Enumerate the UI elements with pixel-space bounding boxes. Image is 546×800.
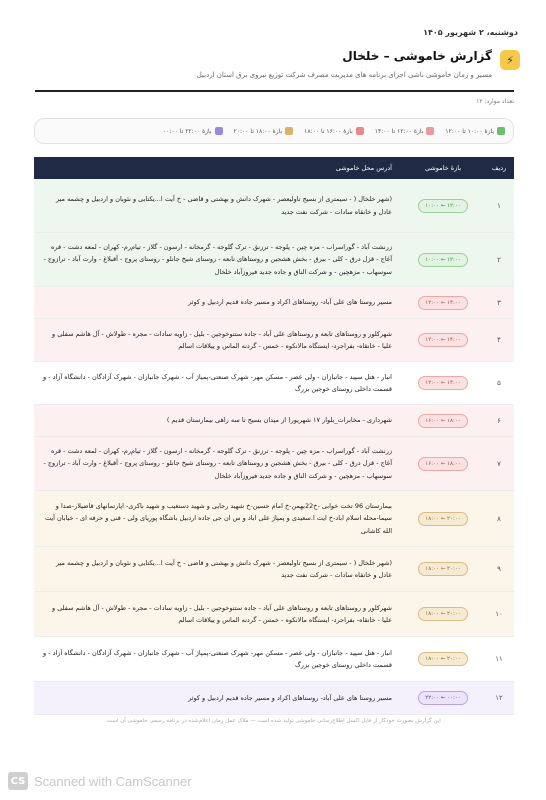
legend-label: بازهٔ ۲۲:۰۰ تا ۰۰:۰۰	[162, 127, 212, 135]
address-cell: بیمارستان 96 تخت خوابی -خ22بهمن-خ امام حسین-خ شهید رجایی و شهید دستغیب و شهید باکری- اپارتمانهای قاضیلار-صدا و سیما-محله اسلام اباد-خ ایت ا.سعیدی و پمپاژ علی اباد و س ان جی جاده اردبیل باشگاه پوریای ولی - قنی و حرفه ای - خیابان آیت الله کاشانی	[44, 501, 392, 535]
record-count: تعداد موارد: ۱۲	[476, 98, 514, 105]
table-row	[34, 437, 514, 491]
row-index: ۷	[497, 459, 501, 468]
lightning-icon: ⚡	[500, 50, 520, 70]
slot-cell	[402, 253, 484, 267]
slot-cell	[402, 691, 484, 705]
time-slot-badge: ۱۲:۰۰ ← ۱۴:۰۰	[418, 333, 467, 347]
time-slot-legend	[34, 118, 514, 144]
row-index: ۱۱	[495, 655, 503, 663]
address-cell: انبار - هتل سپید - جانبازان - ولی عصر - مسکن مهر- شهرک صنعتی-پمپاژ آب - شهرک جانبازان - شهرک آزادگان - دانشگاه آزاد - و قسمت داخلی روستای خوجین بزرگ	[42, 372, 392, 393]
address-cell: (شهر خلخال ( - سیمتری از بسیج تاولیعصر - شهرک دانش و بهشتی و قاضی - خ آیت ا...یکتایی و نئوبان و اردبیل و چشمه میر عادل و خانقاه سادات - شرکت نفت جدید	[55, 558, 392, 579]
legend-swatch	[215, 127, 223, 135]
report-footer: این گزارش بصورت خودکار از فایل اکسل اطلاع‌رسانی خاموشی تولید شده است — ملاک عمل زمان اعلام‌شده در برنامه رسمی خاموشی آن است.	[105, 718, 441, 724]
slot-cell	[402, 607, 484, 621]
slot-cell	[402, 333, 484, 347]
report-date: دوشنبه، ۲ شهریور ۱۴۰۵	[423, 28, 518, 37]
page-subtitle: مسیر و زمان خاموشی ناشی اجرای برنامه های مدیریت مصرف شرکت توزیع نیروی برق استان اردبیل	[196, 71, 492, 79]
column-header-index: ردیف	[491, 164, 507, 172]
time-slot-badge: ۱۰:۰۰ ← ۱۲:۰۰	[418, 253, 467, 267]
address-cell: مسیر روستا های علی آباد- روستاهای اکراد و مسیر جاده قدیم اردبیل و کوثر	[188, 693, 392, 702]
table-row	[34, 637, 514, 682]
slot-cell	[402, 414, 484, 428]
watermark-text: Scanned with CamScanner	[34, 773, 192, 789]
row-index: ۲	[497, 255, 501, 264]
table-row	[34, 405, 514, 437]
slot-cell	[402, 296, 484, 310]
table-row	[34, 362, 514, 405]
slot-cell	[402, 512, 484, 526]
header-divider	[35, 90, 514, 92]
row-index: ۴	[497, 336, 501, 344]
row-index: ۱۲	[495, 694, 503, 702]
page-title: گزارش خاموشی – خلخال	[342, 49, 492, 63]
column-header-slot: بازهٔ خاموشی	[424, 164, 462, 172]
legend-label: بازهٔ ۱۰:۰۰ تا ۱۲:۰۰	[445, 127, 494, 135]
legend-item	[234, 127, 294, 135]
outage-table	[34, 157, 514, 715]
legend-swatch	[426, 127, 434, 135]
time-slot-badge: ۱۸:۰۰ ← ۲۰:۰۰	[418, 562, 467, 576]
time-slot-badge: ۱۶:۰۰ ← ۱۸:۰۰	[418, 414, 467, 428]
table-row	[34, 319, 514, 362]
legend-swatch	[356, 127, 364, 135]
time-slot-badge: ۱۸:۰۰ ← ۲۰:۰۰	[418, 652, 467, 666]
column-header-address: آدرس محل خاموشی	[335, 164, 392, 172]
row-index: ۳	[497, 298, 501, 307]
address-cell: (شهر خلخال ( - سیمتری از بسیج تاولیعصر - شهرک دانش و بهشتی و قاضی - خ آیت ا...یکتایی و نئوبان و اردبیل و چشمه میر عادل و خانقاه سادات - شرکت نفت جدید	[55, 195, 392, 216]
table-row	[34, 179, 514, 233]
time-slot-badge: ۱۶:۰۰ ← ۱۸:۰۰	[418, 457, 467, 471]
table-row	[34, 287, 514, 319]
legend-label: بازهٔ ۱۲:۰۰ تا ۱۴:۰۰	[374, 127, 424, 135]
address-cell: شهرداری - مخابرات_بلوار ۱۷ شهریور( از میدان بسیج تا سه راهی بیمارستان قدیم )	[166, 416, 392, 425]
time-slot-badge: ۲۲:۰۰ ← ۰۰:۰۰	[418, 691, 467, 705]
row-index: ۱۰	[495, 610, 503, 618]
table-header	[34, 157, 514, 179]
table-row	[34, 592, 514, 637]
table-body	[34, 179, 514, 715]
table-row	[34, 233, 514, 287]
legend-swatch	[497, 127, 505, 135]
slot-cell	[402, 199, 484, 213]
time-slot-badge: ۱۰:۰۰ ← ۱۲:۰۰	[418, 199, 467, 213]
report-header	[28, 46, 520, 86]
legend-item	[375, 127, 435, 135]
legend-item	[304, 127, 364, 135]
address-cell: مسیر روستا های علی آباد- روستاهای اکراد و مسیر جاده قدیم اردبیل و کوثر	[188, 298, 392, 307]
address-cell: زرنشت آباد - گوراسراب - مزه چین - پلوجه - ترزنق - ترک گلوجه - گرمخانه - ارسون - گلاز - تیام‌رم- کهران - لمعه دشت - قره آغاج - قزل درق - کلی - بیرق - بخش هشجین و روستاهای تابعه - روستای شیخ جانلو - روستای پروج - آقبلاغ - وارت آباد - ترازوج - سوسهاب - مزهچین - و شرکت الناق و جاده جدید فیروزآباد خلخال	[43, 242, 392, 276]
slot-cell	[402, 376, 484, 390]
table-row	[34, 491, 514, 547]
address-cell: انبار - هتل سپید - جانبازان - ولی عصر - مسکن مهر- شهرک صنعتی-پمپاژ آب - شهرک جانبازان - شهرک آزادگان - دانشگاه آزاد - و قسمت داخلی روستای خوجین بزرگ	[42, 648, 392, 669]
row-index: ۵	[497, 379, 501, 387]
slot-cell	[402, 457, 484, 471]
address-cell: زرنشت آباد - گوراسراب - مزه چین - پلوجه - ترزنق - ترک گلوجه - گرمخانه - ارسون - گلاز - تیام‌رم- کهران - لمعه دشت - قره آغاج - قزل درق - کلی - بیرق - بخش هشجین و روستاهای تابعه - روستای شیخ جانلو - روستای پروج - آقبلاغ - وارت آباد - ترازوج - سوسهاب - مزهچین - و شرکت الناق و جاده جدید فیروزآباد خلخال	[43, 446, 392, 480]
legend-item	[163, 127, 223, 135]
legend-swatch	[285, 127, 293, 135]
row-index: ۱	[497, 201, 501, 210]
time-slot-badge: ۱۲:۰۰ ← ۱۴:۰۰	[418, 376, 467, 390]
slot-cell	[402, 562, 484, 576]
row-index: ۸	[497, 514, 501, 523]
table-row	[34, 547, 514, 592]
camscanner-watermark	[8, 772, 192, 790]
camscanner-logo-icon: CS	[8, 772, 28, 790]
address-cell: شهرکلور و روستاهای تابعه و روستاهای علی آباد - جاده ستتوخوجین - بلیل - زاویه سادات - مجره - طولاش - آل هاشم سفلی و علیا - خانقاه- بفراجرد- ایستگاه مالانکوه - خمس - گردنه الماس و ییلاقات اسالم	[52, 329, 392, 350]
legend-label: بازهٔ ۱۸:۰۰ تا ۲۰:۰۰	[233, 127, 283, 135]
time-slot-badge: ۱۸:۰۰ ← ۲۰:۰۰	[418, 512, 467, 526]
time-slot-badge: ۱۸:۰۰ ← ۲۰:۰۰	[418, 607, 467, 621]
row-index: ۹	[497, 565, 501, 573]
legend-item	[445, 127, 505, 135]
address-cell: شهرکلور و روستاهای تابعه و روستاهای علی آباد - جاده ستتوخوجین - بلیل - زاویه سادات - مجره - طولاش - آل هاشم سفلی و علیا - خانقاه- بفراجرد- ایستگاه مالانکوه - خمس - گردنه الماس و ییلاقات اسالم	[52, 603, 392, 624]
legend-label: بازهٔ ۱۶:۰۰ تا ۱۸:۰۰	[304, 127, 353, 135]
slot-cell	[402, 652, 484, 666]
row-index: ۶	[497, 416, 501, 425]
time-slot-badge: ۱۲:۰۰ ← ۱۴:۰۰	[418, 296, 467, 310]
table-row	[34, 682, 514, 715]
